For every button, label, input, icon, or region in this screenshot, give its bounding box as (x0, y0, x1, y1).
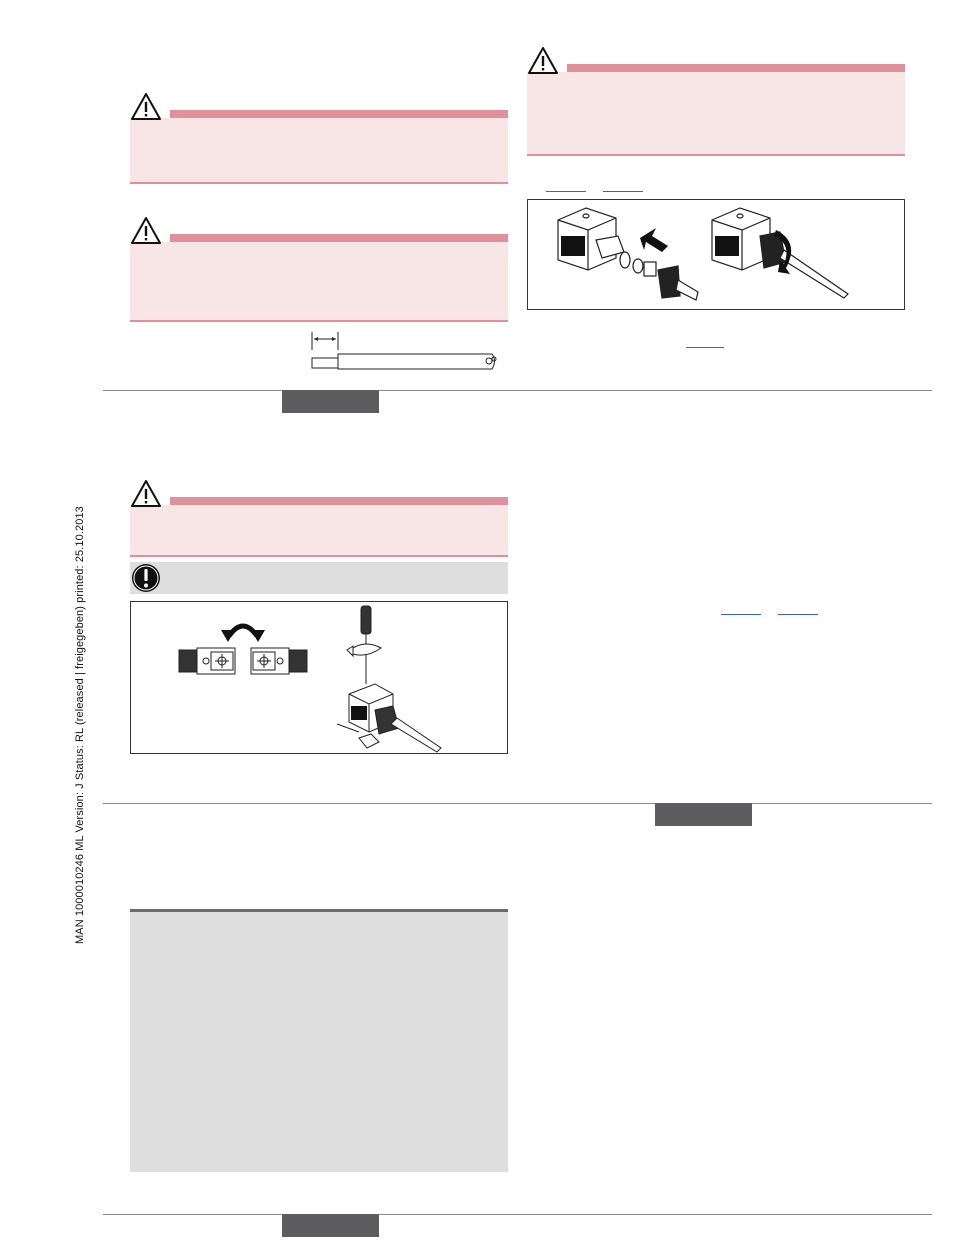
warning-triangle-icon (130, 479, 162, 509)
cross-reference-link[interactable] (778, 614, 818, 615)
cross-reference-link[interactable] (686, 347, 724, 348)
section-divider (103, 1214, 932, 1215)
cross-reference-link[interactable] (721, 614, 761, 615)
screwdriver-icon (347, 606, 381, 684)
warning-box-3 (527, 64, 905, 156)
warning-triangle-icon (130, 216, 162, 246)
connector-housing (337, 684, 441, 752)
connector-assembly-figure (527, 199, 905, 310)
cross-reference-link[interactable] (603, 191, 643, 192)
warning-triangle-icon (130, 92, 162, 122)
warning-box-2 (130, 234, 508, 322)
connector-housing-right (712, 208, 848, 298)
section-divider (103, 803, 932, 804)
info-panel (130, 909, 508, 1172)
stripped-cable-figure (300, 328, 500, 376)
cross-reference-link[interactable] (546, 191, 586, 192)
arrow-icon (640, 228, 668, 252)
connector-housing-left (558, 208, 624, 270)
connector-top-view-left (179, 648, 235, 674)
section-tab (282, 1214, 379, 1237)
warning-triangle-icon (527, 46, 559, 76)
section-tab (655, 803, 752, 826)
note-box (130, 562, 508, 594)
exclamation-circle-icon (131, 563, 161, 593)
cable-gland-parts (620, 252, 698, 300)
connector-orientation-figure (130, 601, 508, 754)
warning-box-4 (130, 497, 508, 557)
document-info-vertical: MAN 1000010246 ML Version: J Status: RL (released | freigegeben) printed: 25.10.2013 (74, 506, 86, 944)
connector-top-view-right (251, 648, 307, 674)
warning-box-1 (130, 110, 508, 184)
section-divider (103, 390, 932, 391)
section-tab (282, 390, 379, 413)
